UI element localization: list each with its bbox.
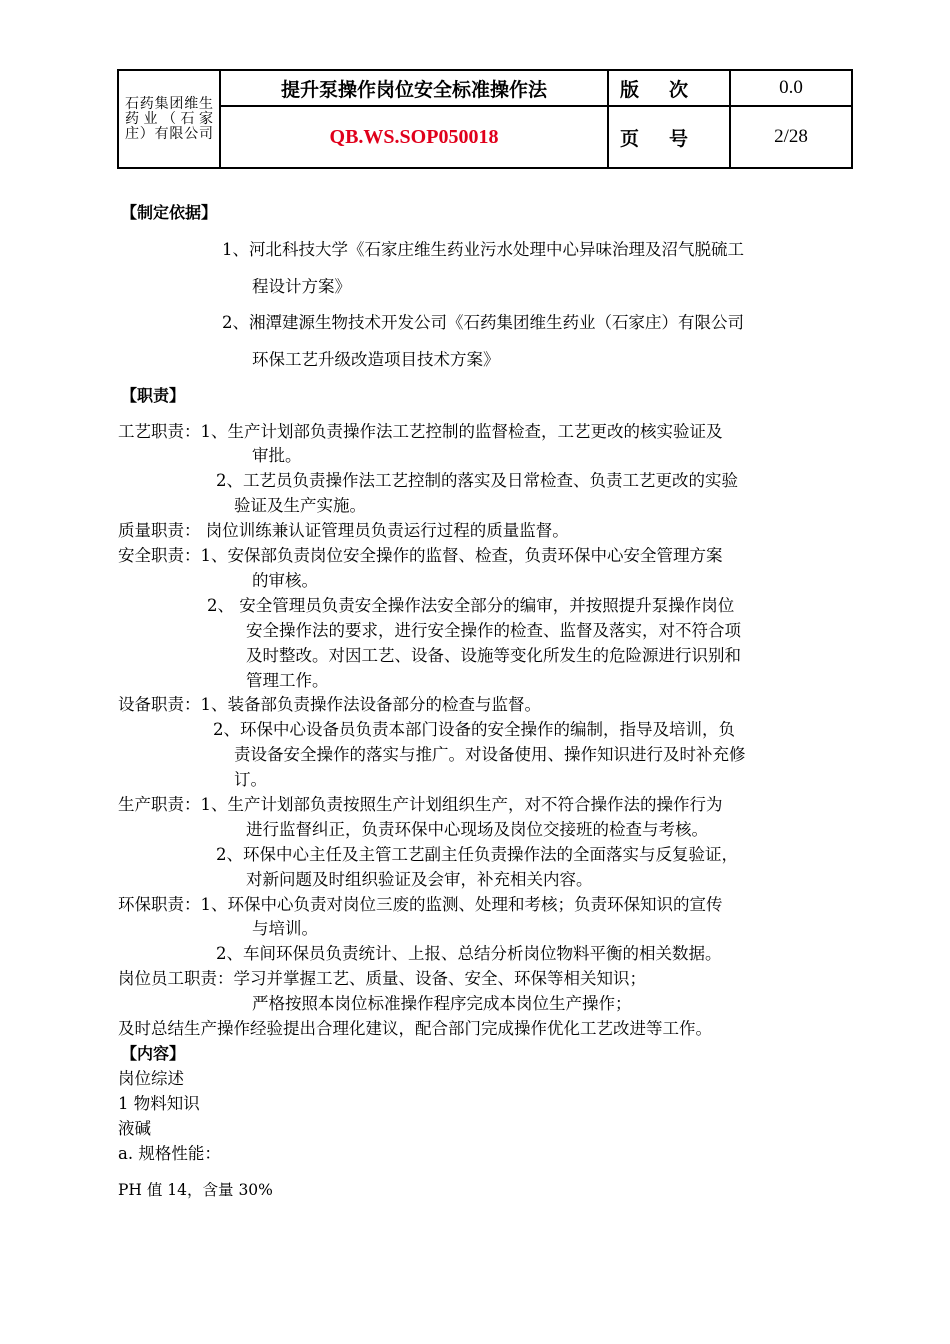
text-line: 与培训。 (252, 919, 318, 938)
text-line: PH 值 14，含量 30% (118, 1181, 273, 1199)
version-label: 版次 (608, 70, 730, 106)
company-name: 石药集团维生药业（石家庄）有限公司 (118, 70, 220, 168)
document-code: QB.WS.SOP050018 (220, 106, 608, 168)
text-line: 验证及生产实施。 (234, 496, 366, 515)
text-line: 生产职责：1、生产计划部负责按照生产计划组织生产，对不符合操作法的操作行为 (118, 795, 723, 814)
text-line: a. 规格性能： (118, 1144, 221, 1163)
text-line: 的审核。 (252, 571, 318, 590)
text-line: 及时总结生产操作经验提出合理化建议，配合部门完成操作优化工艺改进等工作。 (118, 1019, 712, 1038)
text-line: 2、车间环保员负责统计、上报、总结分析岗位物料平衡的相关数据。 (216, 944, 722, 963)
text-line: 环保工艺升级改造项目技术方案》 (252, 350, 500, 369)
text-line: 环保职责：1、环保中心负责对岗位三废的监测、处理和考核；负责环保知识的宣传 (118, 895, 723, 914)
text-line: 程设计方案》 (252, 277, 351, 296)
text-line: 1、河北科技大学《石家庄维生药业污水处理中心异味治理及沼气脱硫工 (222, 240, 744, 259)
text-line: 严格按照本岗位标准操作程序完成本岗位生产操作； (252, 994, 632, 1013)
page-value: 2/28 (730, 106, 852, 168)
text-line: 设备职责：1、装备部负责操作法设备部分的检查与监督。 (118, 695, 541, 714)
text-line: 液碱 (118, 1119, 151, 1138)
text-line: 工艺职责：1、生产计划部负责操作法工艺控制的监督检查，工艺更改的核实验证及 (118, 422, 723, 441)
text-line: 质量职责： 岗位训练兼认证管理员负责运行过程的质量监督。 (118, 521, 569, 540)
text-line: 1 物料知识 (118, 1094, 200, 1113)
text-line: 及时整改。对因工艺、设备、设施等变化所发生的危险源进行识别和 (246, 646, 741, 665)
page-label: 页号 (608, 106, 730, 168)
version-value: 0.0 (730, 70, 852, 106)
section-heading-basis: 【制定依据】 (121, 203, 218, 222)
document-header (117, 69, 853, 169)
text-line: 安全职责：1、安保部负责岗位安全操作的监督、检查，负责环保中心安全管理方案 (118, 546, 723, 565)
text-line: 管理工作。 (246, 671, 329, 690)
text-line: 2、环保中心设备员负责本部门设备的安全操作的编制，指导及培训，负 (213, 720, 735, 739)
text-line: 安全操作法的要求，进行安全操作的检查、监督及落实，对不符合项 (246, 621, 741, 640)
text-line: 审批。 (252, 446, 302, 465)
text-line: 责设备安全操作的落实与推广。对设备使用、操作知识进行及时补充修 (234, 745, 746, 764)
text-line: 岗位综述 (118, 1069, 184, 1088)
text-line: 订。 (234, 770, 267, 789)
text-line: 岗位员工职责：学习并掌握工艺、质量、设备、安全、环保等相关知识； (118, 969, 646, 988)
text-line: 进行监督纠正，负责环保中心现场及岗位交接班的检查与考核。 (246, 820, 708, 839)
section-heading-duties: 【职责】 (121, 386, 186, 405)
text-line: 2、工艺员负责操作法工艺控制的落实及日常检查、负责工艺更改的实验 (216, 471, 738, 490)
section-heading-content: 【内容】 (121, 1044, 186, 1063)
text-line: 2、湘潭建源生物技术开发公司《石药集团维生药业（石家庄）有限公司 (222, 313, 744, 332)
text-line: 2、环保中心主任及主管工艺副主任负责操作法的全面落实与反复验证， (216, 845, 738, 864)
document-title: 提升泵操作岗位安全标准操作法 (220, 70, 608, 106)
text-line: 2、 安全管理员负责安全操作法安全部分的编审，并按照提升泵操作岗位 (207, 596, 735, 615)
text-line: 对新问题及时组织验证及会审，补充相关内容。 (246, 870, 593, 889)
